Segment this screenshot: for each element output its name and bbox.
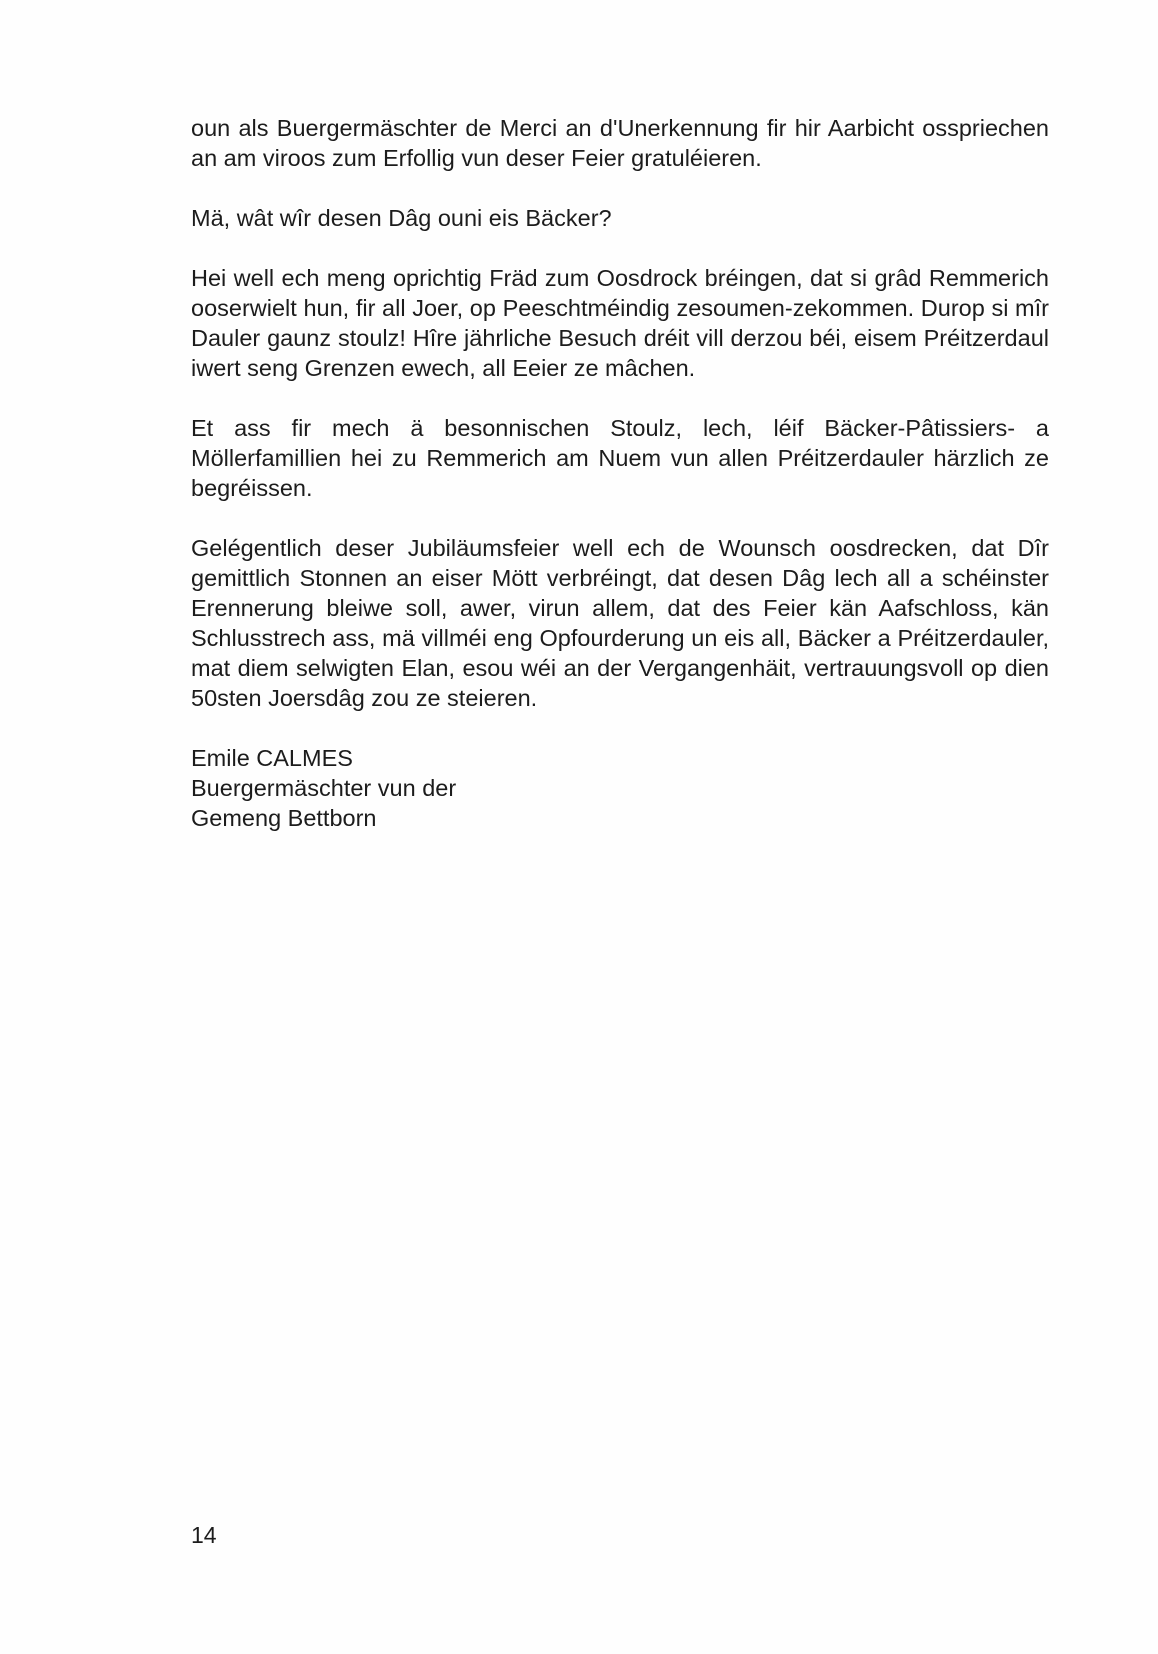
signature-block: [191, 743, 1049, 833]
paragraph-joy: Hei well ech meng oprichtig Fräd zum Oosdrock bréingen, dat si grâd Remmerich ooserwielt hun, fir all Joer, op Peeschtméindig zesoumen-zekommen. Durop si mîr Dauler gaunz stoulz! Hîre jährliche Besuch dréit vill derzou béi, eisem Préitzerdaul iwert seng Grenzen ewech, all Eeier ze mâchen.: [191, 265, 1049, 381]
paragraph-wish: Gelégentlich deser Jubiläumsfeier well ech de Wounsch oosdrecken, dat Dîr gemittlich Stonnen an eiser Mött verbréingt, dat desen Dâg lech all a schéinster Erennerung bleiwe soll, awer, virun allem, dat des Feier kän Aafschloss, kän Schlusstrech ass, mä villméi eng Opfourderung un eis all, Bäcker a Préitzerdauler, mat diem selwigten Elan, esou wéi an der Vergangenhäit, vertrauungsvoll op dien 50sten Joersdâg zou ze steieren.: [191, 535, 1049, 711]
signature-name: Emile CALMES: [191, 745, 353, 771]
letter-body: [191, 113, 1049, 833]
paragraph-intro: oun als Buergermäschter de Merci an d'Unerkennung fir hir Aarbicht osspriechen an am viroos zum Erfollig vun deser Feier gratuléieren.: [191, 115, 1049, 171]
signature-title: Buergermäschter vun der: [191, 775, 457, 801]
paragraph-welcome: Et ass fir mech ä besonnischen Stoulz, lech, léif Bäcker-Pâtissiers- a Möllerfamillien hei zu Remmerich am Nuem vun allen Préitzerdauler härzlich ze begréissen.: [191, 415, 1049, 501]
signature-municipality: Gemeng Bettborn: [191, 805, 377, 831]
paragraph-question: Mä, wât wîr desen Dâg ouni eis Bäcker?: [191, 205, 612, 231]
page-number: 14: [191, 1522, 217, 1548]
